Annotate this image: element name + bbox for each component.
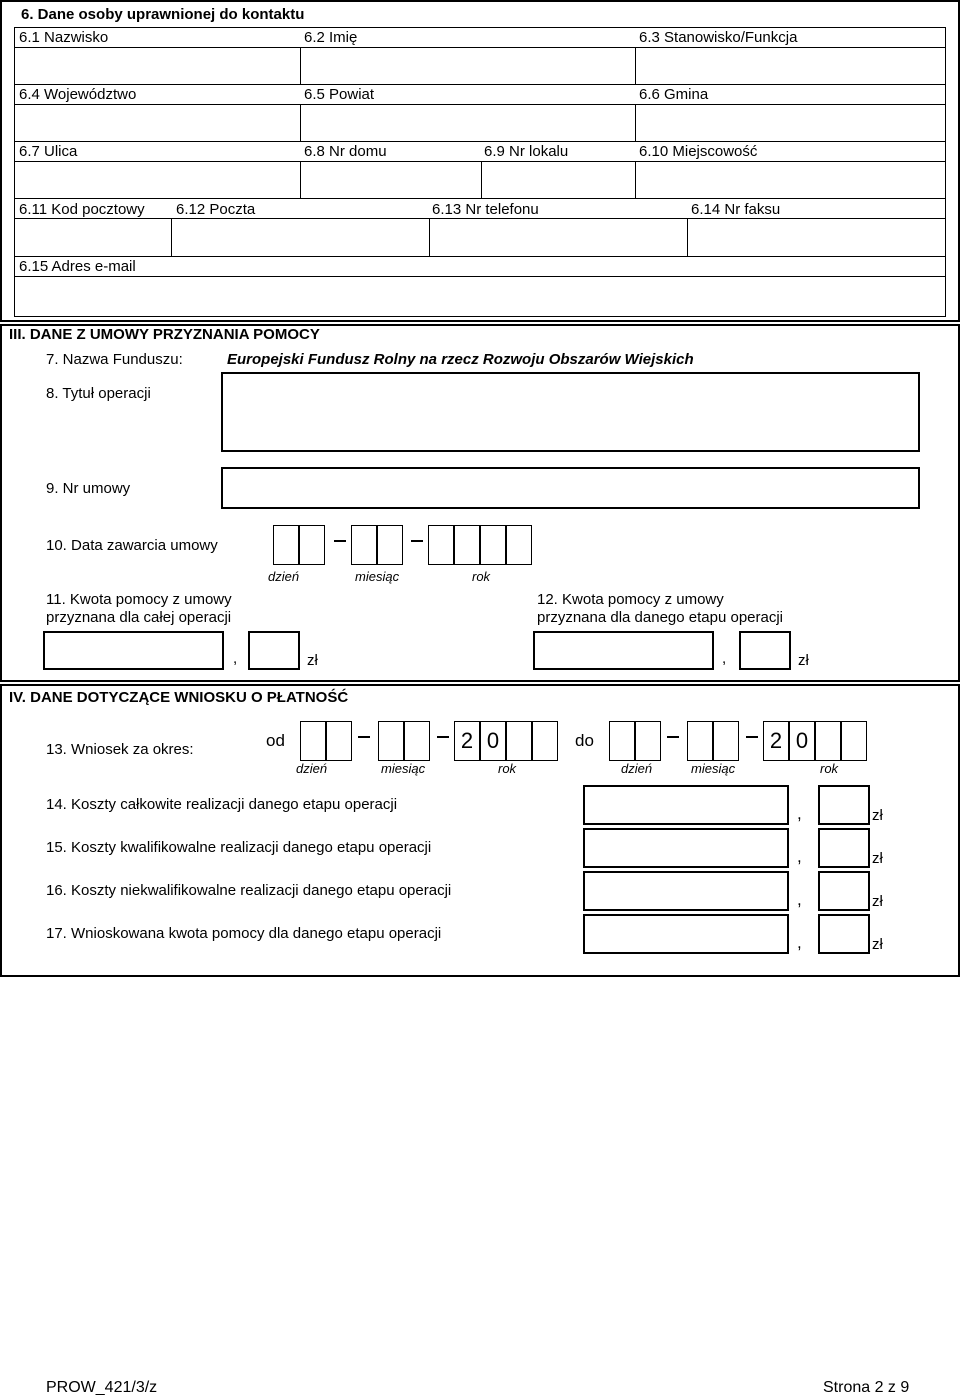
caption-to-day: dzień <box>621 761 653 776</box>
comma-15: , <box>797 847 802 866</box>
label-tytul-operacji: 8. Tytuł operacji <box>46 385 151 402</box>
comma-kwota-calej: , <box>233 650 238 667</box>
footer-form-code: PROW_421/3/z <box>46 1379 158 1396</box>
caption-to-year: rok <box>820 761 839 776</box>
input-wojewodztwo[interactable] <box>15 105 299 140</box>
to-month-digit-2[interactable] <box>713 721 739 761</box>
section-6-title: 6. Dane osoby uprawnionej do kontaktu <box>21 6 305 23</box>
label-nazwisko: 6.1 Nazwisko <box>19 29 109 46</box>
input-wnioskowana-kwota-zl[interactable] <box>583 914 789 954</box>
input-powiat[interactable] <box>301 105 634 140</box>
to-year-digit-4[interactable] <box>841 721 867 761</box>
label-nr-lokalu: 6.9 Nr lokalu <box>484 143 569 160</box>
label-wniosek-okres: 13. Wniosek za okres: <box>46 741 194 758</box>
to-year-digit-3[interactable] <box>815 721 841 761</box>
label-ulica: 6.7 Ulica <box>19 143 78 160</box>
input-koszty-calkowite-gr[interactable] <box>818 785 870 825</box>
currency-14: zł <box>872 807 883 824</box>
from-day-digit-2[interactable] <box>326 721 352 761</box>
input-tytul-operacji[interactable] <box>221 372 920 452</box>
label-poczta: 6.12 Poczta <box>176 201 256 218</box>
input-poczta[interactable] <box>172 219 428 255</box>
date-month-digit-1[interactable] <box>351 525 377 565</box>
caption-day: dzień <box>268 569 300 584</box>
caption-from-year: rok <box>498 761 517 776</box>
label-koszty-calkowite: 14. Koszty całkowite realizacji danego etapu operacji <box>46 796 398 813</box>
label-imie: 6.2 Imię <box>304 29 358 46</box>
label-kwota-calej-1: 11. Kwota pomocy z umowy <box>46 591 232 608</box>
input-wnioskowana-kwota-gr[interactable] <box>818 914 870 954</box>
label-koszty-niekwalifikowalne: 16. Koszty niekwalifikowalne realizacji danego etapu operacji <box>46 882 452 899</box>
label-wnioskowana-kwota: 17. Wnioskowana kwota pomocy dla danego etapu operacji <box>46 925 442 942</box>
input-nr-faksu[interactable] <box>688 219 945 255</box>
date-year-digit-4[interactable] <box>506 525 532 565</box>
date-year-digit-1[interactable] <box>428 525 454 565</box>
input-nr-umowy[interactable] <box>221 467 920 509</box>
input-koszty-kwalifikowalne-gr[interactable] <box>818 828 870 868</box>
label-nr-faksu: 6.14 Nr faksu <box>691 201 781 218</box>
input-nr-telefonu[interactable] <box>430 219 686 255</box>
caption-to-month: miesiąc <box>691 761 736 776</box>
input-kwota-calej-zl[interactable] <box>43 631 224 670</box>
label-stanowisko: 6.3 Stanowisko/Funkcja <box>639 29 798 46</box>
input-kod-pocztowy[interactable] <box>15 219 170 255</box>
date-day-digit-2[interactable] <box>299 525 325 565</box>
section-4-title: IV. DANE DOTYCZĄCE WNIOSKU O PŁATNOŚĆ <box>9 689 349 706</box>
comma-kwota-etapu: , <box>722 650 727 667</box>
from-month-digit-1[interactable] <box>378 721 404 761</box>
from-month-digit-2[interactable] <box>404 721 430 761</box>
currency-17: zł <box>872 936 883 953</box>
currency-kwota-etapu: zł <box>798 652 809 669</box>
from-day-digit-1[interactable] <box>300 721 326 761</box>
comma-16: , <box>797 890 802 909</box>
comma-14: , <box>797 804 802 823</box>
input-stanowisko[interactable] <box>636 48 945 83</box>
input-nazwisko[interactable] <box>15 48 299 83</box>
label-kwota-calej-2: przyznana dla całej operacji <box>46 609 232 626</box>
input-koszty-calkowite-zl[interactable] <box>583 785 789 825</box>
input-miejscowosc[interactable] <box>636 162 945 197</box>
from-year-digit-4[interactable] <box>532 721 558 761</box>
currency-15: zł <box>872 850 883 867</box>
currency-kwota-calej: zł <box>307 652 318 669</box>
input-gmina[interactable] <box>636 105 945 140</box>
date-year-digit-3[interactable] <box>480 525 506 565</box>
label-email: 6.15 Adres e-mail <box>19 258 136 275</box>
label-nazwa-funduszu: 7. Nazwa Funduszu: <box>46 351 183 368</box>
input-email[interactable] <box>15 277 945 316</box>
to-day-digit-2[interactable] <box>635 721 661 761</box>
caption-from-month: miesiąc <box>381 761 426 776</box>
label-nr-umowy: 9. Nr umowy <box>46 480 131 497</box>
input-nr-lokalu[interactable] <box>482 162 634 197</box>
section-3-title: III. DANE Z UMOWY PRZYZNANIA POMOCY <box>9 326 320 343</box>
to-day-digit-1[interactable] <box>609 721 635 761</box>
label-kwota-etapu-1: 12. Kwota pomocy z umowy <box>537 591 724 608</box>
label-kwota-etapu-2: przyznana dla danego etapu operacji <box>537 609 784 626</box>
input-koszty-niekwalifikowalne-gr[interactable] <box>818 871 870 911</box>
footer-page-number: Strona 2 z 9 <box>823 1379 910 1396</box>
label-wojewodztwo: 6.4 Województwo <box>19 86 137 103</box>
to-year-digit-1: 2 <box>763 721 789 761</box>
to-year-digit-2: 0 <box>789 721 815 761</box>
date-day-digit-1[interactable] <box>273 525 299 565</box>
input-kwota-etapu-gr[interactable] <box>739 631 791 670</box>
input-nr-domu[interactable] <box>301 162 480 197</box>
date-month-digit-2[interactable] <box>377 525 403 565</box>
label-powiat: 6.5 Powiat <box>304 86 375 103</box>
input-ulica[interactable] <box>15 162 299 197</box>
label-od: od <box>266 731 285 750</box>
caption-year: rok <box>472 569 491 584</box>
label-nr-domu: 6.8 Nr domu <box>304 143 387 160</box>
label-koszty-kwalifikowalne: 15. Koszty kwalifikowalne realizacji danego etapu operacji <box>46 839 432 856</box>
label-nr-telefonu: 6.13 Nr telefonu <box>432 201 539 218</box>
input-koszty-kwalifikowalne-zl[interactable] <box>583 828 789 868</box>
input-koszty-niekwalifikowalne-zl[interactable] <box>583 871 789 911</box>
currency-16: zł <box>872 893 883 910</box>
to-month-digit-1[interactable] <box>687 721 713 761</box>
caption-from-day: dzień <box>296 761 328 776</box>
input-imie[interactable] <box>301 48 634 83</box>
label-miejscowosc: 6.10 Miejscowość <box>639 143 758 160</box>
comma-17: , <box>797 933 802 952</box>
value-nazwa-funduszu: Europejski Fundusz Rolny na rzecz Rozwoju Obszarów Wiejskich <box>227 351 694 368</box>
label-do: do <box>575 731 594 750</box>
input-kwota-calej-gr[interactable] <box>248 631 300 670</box>
caption-month: miesiąc <box>355 569 400 584</box>
from-year-digit-3[interactable] <box>506 721 532 761</box>
from-year-digit-2: 0 <box>480 721 506 761</box>
label-data-zawarcia: 10. Data zawarcia umowy <box>46 537 218 554</box>
from-year-digit-1: 2 <box>454 721 480 761</box>
label-kod-pocztowy: 6.11 Kod pocztowy <box>19 201 145 218</box>
date-year-digit-2[interactable] <box>454 525 480 565</box>
label-gmina: 6.6 Gmina <box>639 86 709 103</box>
input-kwota-etapu-zl[interactable] <box>533 631 714 670</box>
